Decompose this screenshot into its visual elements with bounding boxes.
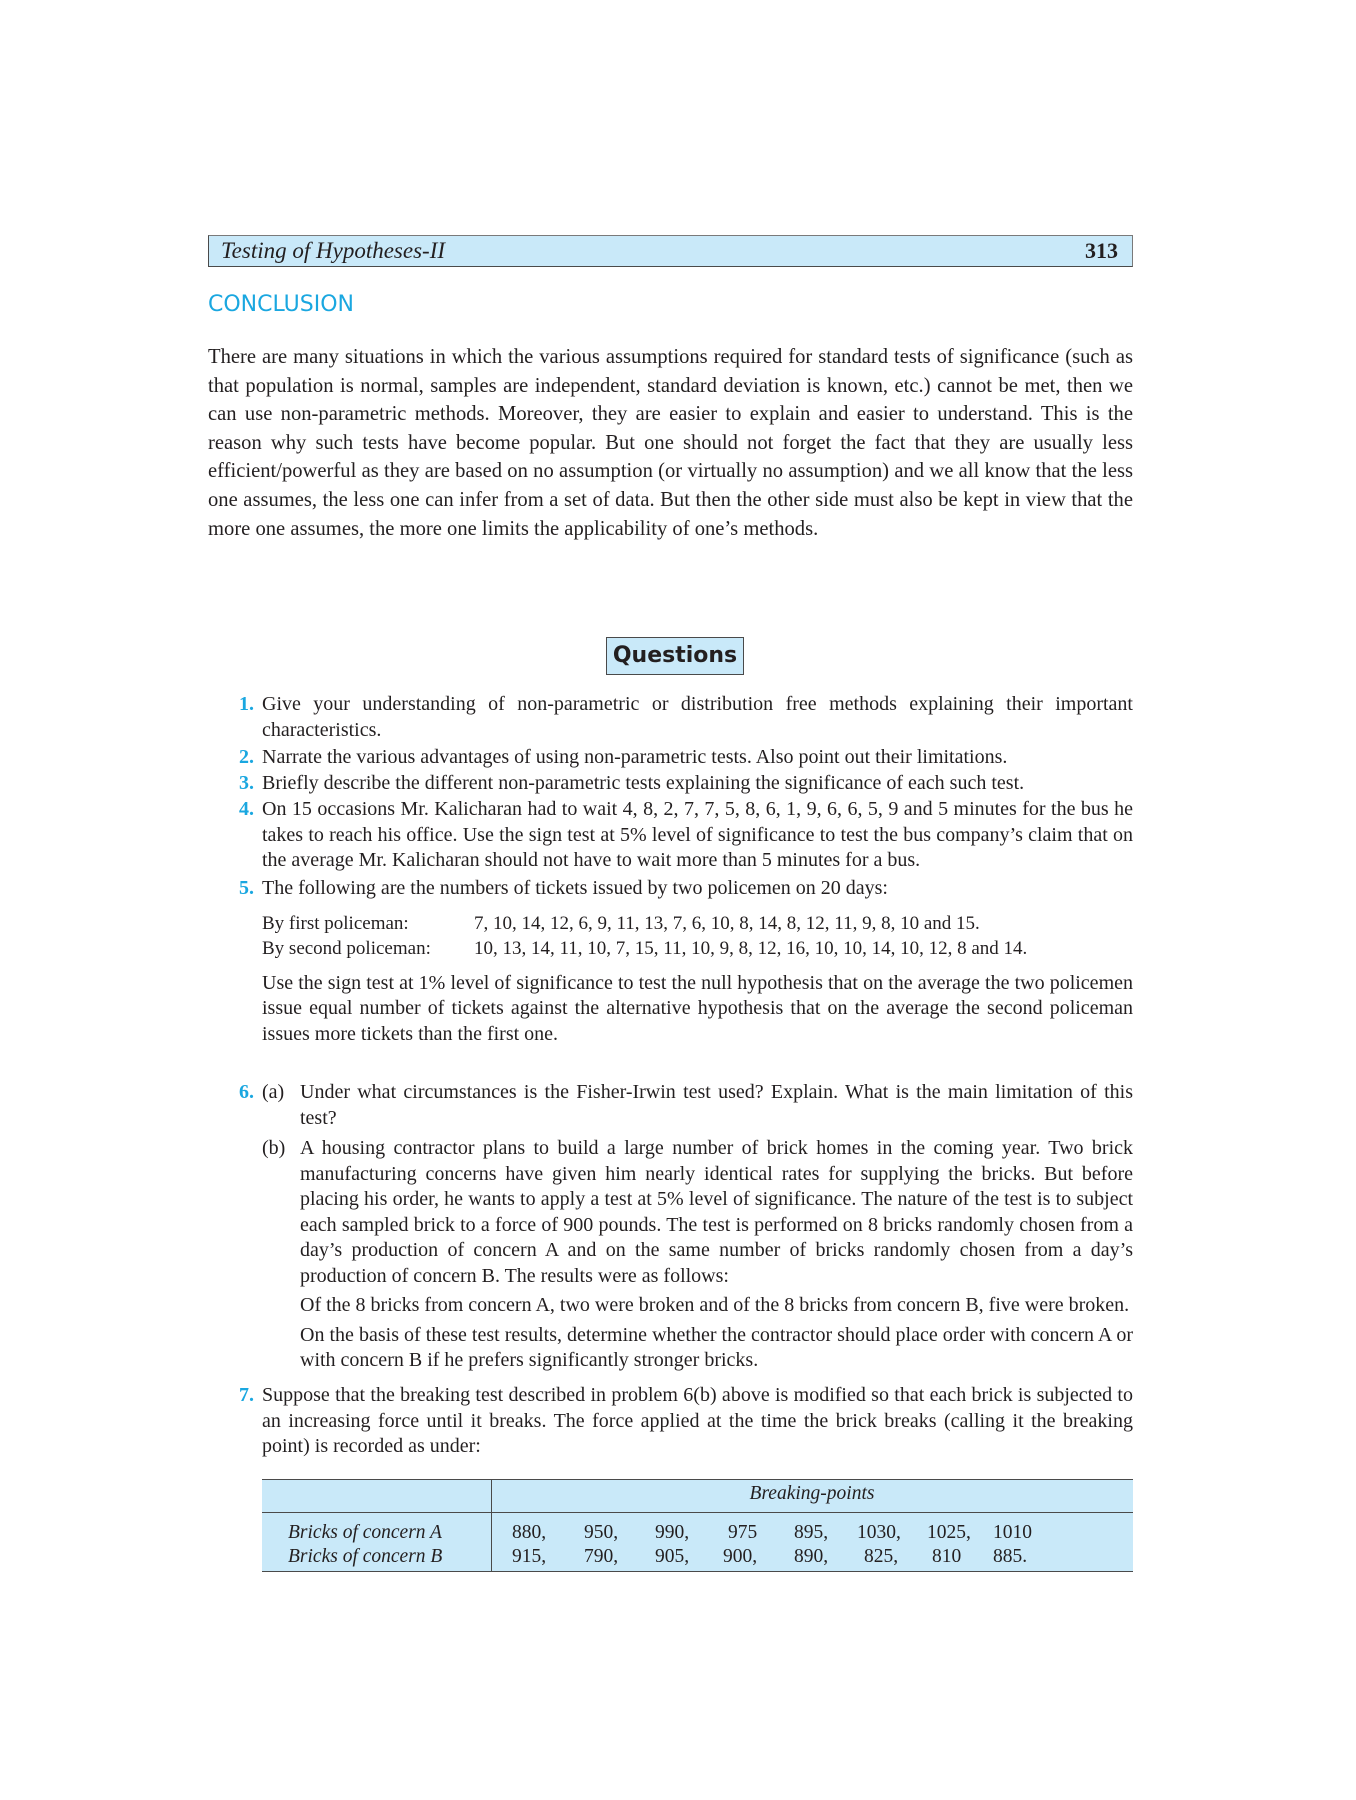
question-number: 6. (239, 1081, 254, 1103)
question-number: 3. (239, 772, 254, 794)
running-head-title: Testing of Hypotheses-II (221, 238, 446, 263)
question-text: Suppose that the breaking test described in problem 6(b) above is modified so that each brick is subjected to an increasing force until it breaks. The force applied at the time the brick breaks (calling it the breaking point) is recorded as under: (262, 1384, 1133, 1457)
question-text: Narrate the various advantages of using non-parametric tests. Also point out their limitations. (262, 746, 1008, 768)
sub-result: Of the 8 bricks from concern A, two were broken and of the 8 bricks from concern B, five were broken. (300, 1294, 1130, 1316)
question-3 (220, 771, 1133, 797)
page-number: 313 (1085, 238, 1118, 263)
table-cell: 1010 (993, 1522, 1032, 1543)
table-header-rule (262, 1512, 1133, 1513)
table-cell: 895, (794, 1522, 829, 1543)
sub-text: Under what circumstances is the Fisher-Irwin test used? Explain. What is the main limitation of this test? (300, 1081, 1133, 1129)
row-label: Bricks of concern B (288, 1546, 443, 1567)
sub-label: (a) (262, 1081, 285, 1103)
question-6 (220, 1080, 1133, 1374)
first-policeman-label: By first policeman: (262, 912, 409, 934)
sub-label: (b) (262, 1137, 286, 1159)
question-text: The following are the numbers of tickets issued by two policemen on 20 days: (262, 877, 888, 899)
question-1 (220, 692, 1133, 743)
question-text: On 15 occasions Mr. Kalicharan had to wait 4, 8, 2, 7, 7, 5, 8, 6, 1, 9, 6, 6, 5, 9 and 5 minutes for the bus he takes to reach his office. Use the sign test at 5% level of significance to test the bus company’s claim that on the average Mr. Kalicharan should not have to wait more than 5 minutes for a bus. (262, 798, 1133, 871)
second-policeman-label: By second policeman: (262, 938, 431, 959)
question-5 (220, 876, 1133, 1047)
question-text: Briefly describe the different non-parametric tests explaining the significance of each such test. (262, 772, 1025, 794)
row-label: Bricks of concern A (288, 1522, 442, 1543)
sub-question: On the basis of these test results, determine whether the contractor should place order with concern A or with concern B if he prefers significantly stronger bricks. (300, 1323, 1133, 1371)
table-cell: 890, (794, 1546, 829, 1567)
question-number: 4. (239, 798, 254, 820)
table-cell: 915, (512, 1546, 547, 1567)
question-followup: Use the sign test at 1% level of significance to test the null hypothesis that on the average the two policemen issue equal number of tickets against the alternative hypothesis that on the average the second policeman issues more tickets than the first one. (262, 971, 1133, 1045)
question-6b (262, 1136, 1133, 1374)
question-7 (220, 1383, 1133, 1460)
table-cell: 810 (932, 1546, 962, 1567)
table-cell: 950, (584, 1522, 619, 1543)
breaking-points-table (262, 1479, 1133, 1572)
question-number: 7. (239, 1384, 254, 1406)
table-header: Breaking-points (749, 1483, 875, 1504)
questions-heading: Questions (606, 637, 744, 675)
table-cell: 900, (723, 1546, 758, 1567)
section-title: CONCLUSION (208, 292, 354, 317)
table-cell: 905, (655, 1546, 690, 1567)
first-policeman-row (262, 911, 1133, 937)
table-cell: 880, (512, 1522, 547, 1543)
question-6a (262, 1080, 1133, 1131)
conclusion-paragraph: There are many situations in which the various assumptions required for standard tests of significance (such as that population is normal, samples are independent, standard deviation is known, etc.) cannot be met, then we can use non-parametric methods. Moreover, they are easier to explain and easier to understand. This is the reason why such tests have become popular. But one should not forget the fact that they are usually less efficient/powerful as they are based on no assumption (or virtually no assumption) and we all know that the less one assumes, the less one can infer from a set of data. But then the other side must also be kept in view that the more one assumes, the more one limits the applicability of one’s methods. (208, 346, 1133, 540)
table-cell: 790, (584, 1546, 619, 1567)
table-cell: 825, (864, 1546, 899, 1567)
second-policeman-row (262, 936, 1133, 962)
sub-text: A housing contractor plans to build a large number of brick homes in the coming year. Two brick manufacturing concerns have given him nearly identical rates for supplying the bricks. But before placing his order, he wants to apply a test at 5% level of significance. The nature of the test is to subject each sampled brick to a force of 900 pounds. The test is performed on 8 bricks randomly chosen from a day’s production of concern A and on the same number of bricks randomly chosen from a day’s production of concern B. The results were as follows: (300, 1137, 1133, 1287)
table-cell: 990, (655, 1522, 690, 1543)
question-number: 1. (239, 693, 254, 715)
question-4 (220, 797, 1133, 874)
table-cell: 975 (728, 1522, 758, 1543)
question-text: Give your understanding of non-parametric or distribution free methods explaining their important characteristics. (262, 693, 1133, 741)
question-2 (220, 745, 1133, 771)
policemen-data (262, 911, 1133, 962)
question-number: 2. (239, 746, 254, 768)
second-policeman-values: 10, 13, 14, 11, 10, 7, 15, 11, 10, 9, 8, 12, 16, 10, 10, 14, 10, 12, 8 and 14. (474, 938, 1028, 959)
table-cell: 1030, (857, 1522, 901, 1543)
question-number: 5. (239, 877, 254, 899)
running-head (208, 235, 1133, 267)
table-cell: 1025, (927, 1522, 971, 1543)
table-cell: 885. (993, 1546, 1028, 1567)
first-policeman-values: 7, 10, 14, 12, 6, 9, 11, 13, 7, 6, 10, 8, 14, 8, 12, 11, 9, 8, 10 and 15. (474, 912, 980, 934)
